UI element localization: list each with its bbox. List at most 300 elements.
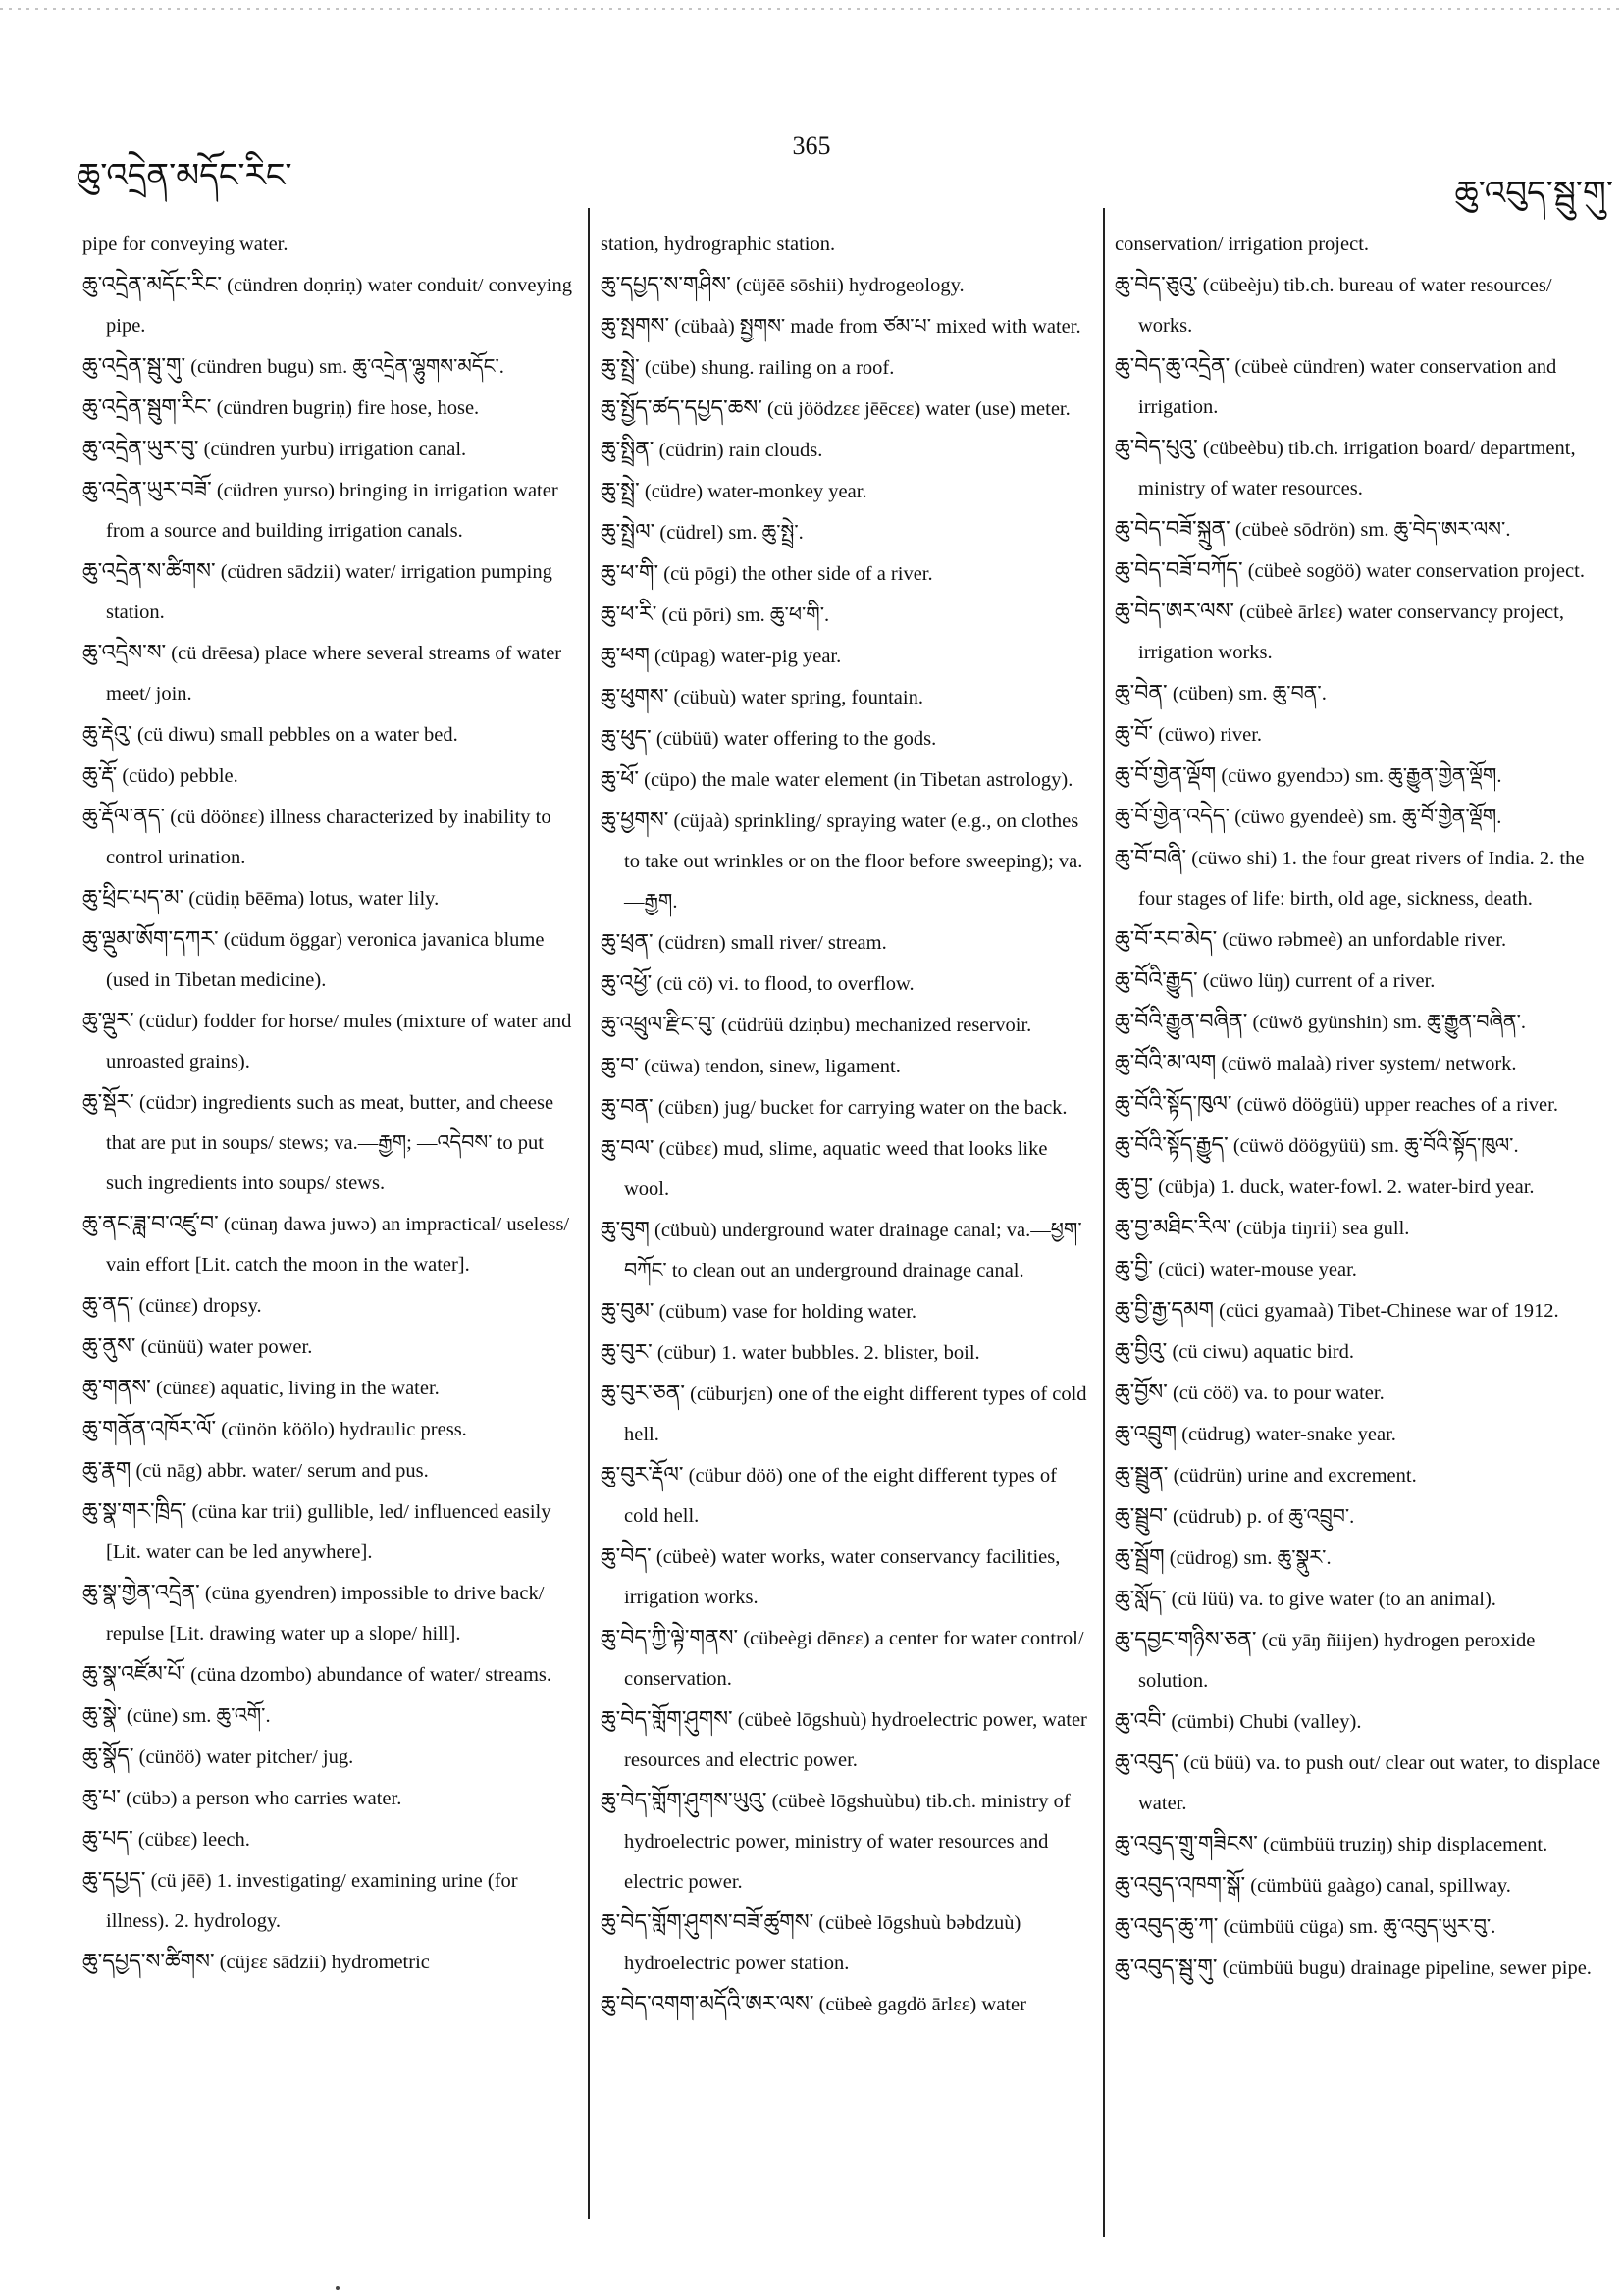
dictionary-entry [82, 1860, 577, 1942]
definition: (cübɛɛ) leech. [132, 1829, 250, 1851]
dictionary-entry [601, 1903, 1087, 1984]
dictionary-entry [82, 1654, 577, 1696]
headword: ཆུ་པད་ [82, 1827, 133, 1852]
definition: (cünɛɛ) aquatic, living in the water. [150, 1378, 440, 1399]
dictionary-entry [82, 1491, 577, 1573]
definition: (cüdum öggar) veronica javanica blume (used in Tibetan medicine). [106, 929, 545, 991]
headword: ཆུ་བུག [601, 1218, 650, 1242]
dictionary-entry [82, 1082, 577, 1204]
definition: (cübe) shung. railing on a roof. [639, 357, 895, 379]
dictionary-entry [1115, 1579, 1605, 1620]
dictionary-entry [601, 964, 1087, 1005]
headword: ཆུ་རྣག [82, 1458, 131, 1483]
definition: (cündren yurbu) irrigation canal. [198, 439, 467, 460]
dictionary-entry [1115, 961, 1605, 1002]
dictionary-entry [601, 1781, 1087, 1903]
headword: ཆུ་བྱི་ [1115, 1257, 1154, 1281]
headword: ཆུ་ཕ་གི་ [601, 561, 659, 586]
dictionary-entry [1115, 1701, 1605, 1743]
dictionary-entry [1115, 1249, 1605, 1290]
definition: (cüwö döögyüü) sm. ཆུ་བོའི་སྟོད་ཁུལ་. [1228, 1135, 1519, 1157]
definition: (cüpo) the male water element (in Tibetan astrology). [639, 769, 1073, 791]
definition: (cüne) sm. ཆུ་འགོ་. [121, 1705, 271, 1727]
dictionary-entry [601, 718, 1087, 759]
dictionary-entry [601, 801, 1087, 922]
definition: (cündren doṇriṇ) water conduit/ conveying pipe. [106, 275, 572, 337]
dictionary-entry [601, 1087, 1087, 1128]
column-2 [601, 224, 1087, 2025]
headword: ཆུ་བྱོས་ [1115, 1381, 1168, 1405]
headword: ཆུ་སྤྲེ་ [601, 355, 640, 380]
definition: (cü diwu) small pebbles on a water bed. [131, 724, 458, 746]
dictionary-entry [1115, 1373, 1605, 1414]
definition: (cübeèbu) tib.ch. irrigation board/ department, ministry of water resources. [1138, 438, 1576, 499]
dictionary-entry [601, 636, 1087, 677]
headword: ཆུ་བེད་ཆུ་འདྲེན་ [1115, 354, 1230, 379]
headword: ཆུ་སྦྲོག [1115, 1545, 1165, 1570]
definition: (cü ciwu) aquatic bird. [1167, 1341, 1354, 1363]
definition: (cübeèju) tib.ch. bureau of water resources/ works. [1138, 275, 1552, 337]
definition: station, hydrographic station. [601, 234, 836, 255]
definition: (cüdre) water-monkey year. [639, 481, 867, 502]
headword: ཆུ་འདྲེས་ས་ [82, 641, 167, 665]
definition: (cübeègi dēnɛɛ) a center for water control/ conservation. [624, 1628, 1084, 1690]
definition: (cü büü) va. to push out/ clear out water, to displace water. [1138, 1752, 1601, 1814]
dictionary-entry [1115, 1824, 1605, 1865]
headword: ཆུ་སྦྲུབ་ [1115, 1504, 1168, 1529]
dictionary-entry [1115, 1084, 1605, 1125]
dictionary-entry [82, 633, 577, 714]
definition: (cüben) sm. ཆུ་བན་. [1167, 683, 1327, 704]
headword: ཆུ་བྱ་མཐིང་རིལ་ [1115, 1216, 1231, 1240]
definition: (cünɛɛ) dropsy. [133, 1295, 262, 1317]
definition: (cüdo) pebble. [117, 765, 238, 787]
dictionary-entry [1115, 1743, 1605, 1824]
definition: (cüwo gyendɔɔ) sm. ཆུ་རྒྱུན་གྱེན་ལྡོག. [1216, 765, 1502, 787]
dictionary-entry [82, 1696, 577, 1737]
headword: ཆུ་དཔྱད་ [82, 1868, 146, 1893]
dictionary-entry [601, 1374, 1087, 1455]
dictionary-entry [82, 346, 577, 388]
headword: ཆུ་བོའི་སྟོད་རྒྱུད་ [1115, 1133, 1229, 1158]
dictionary-entry [82, 551, 577, 633]
definition: (cündren bugu) sm. ཆུ་འདྲེན་ལྷུགས་མདོང་. [185, 356, 504, 378]
dictionary-entry [601, 677, 1087, 718]
dictionary-entry [601, 1005, 1087, 1046]
dictionary-entry [601, 1455, 1087, 1537]
dictionary-entry [1115, 1125, 1605, 1167]
headword: ཆུ་སྤྲེ་ [601, 479, 640, 503]
dictionary-entry [82, 756, 577, 797]
headword: ཆུ་སྤྲིན་ [601, 438, 654, 462]
dictionary-entry [82, 919, 577, 1001]
headword: ཆུ་བལ་ [601, 1136, 654, 1161]
definition: (cübɛn) jug/ bucket for carrying water on the back. [653, 1097, 1068, 1119]
dictionary-entry [601, 1332, 1087, 1374]
definition: (cümbüü cüga) sm. ཆུ་འབུད་ཡུར་བུ་. [1218, 1916, 1496, 1938]
headword: ཆུ་བུར་རྡོལ་ [601, 1463, 684, 1487]
definition: (cünöö) water pitcher/ jug. [133, 1747, 354, 1768]
headword: ཆུ་གནོན་འཁོར་ལོ་ [82, 1417, 217, 1441]
headword: ཆུ་བོ་བཞི་ [1115, 846, 1187, 870]
definition: (cü jēē) 1. investigating/ examining urine (for illness). 2. hydrology. [106, 1870, 518, 1932]
dictionary-entry [1115, 1906, 1605, 1948]
headword: ཆུ་སྡོར་ [82, 1090, 134, 1115]
headword: ཆུ་འབི་ [1115, 1709, 1167, 1734]
headword: ཆུ་བྱ་ [1115, 1174, 1154, 1199]
definition: (cüdiṇ bēēma) lotus, water lily. [183, 888, 440, 910]
headword: ཆུ་རྡོལ་ནད་ [82, 805, 166, 829]
column-3 [1115, 224, 1605, 1989]
definition: (cüdren yurso) bringing in irrigation water from a source and building irrigation canals. [106, 480, 558, 542]
dictionary-entry [1115, 592, 1605, 673]
dictionary-entry [601, 1291, 1087, 1332]
definition: (cübeè lōgshuù) hydroelectric power, water resources and electric power. [624, 1709, 1087, 1771]
headword: ཆུ་བེད་བཟོ་བཀོད་ [1115, 558, 1243, 583]
running-head-left: ཆུ་འདྲེན་མདོང་རིང་ [77, 156, 292, 195]
definition: (cü cöö) va. to pour water. [1167, 1383, 1385, 1404]
dictionary-entry [82, 1204, 577, 1285]
dictionary-entry [1115, 919, 1605, 961]
headword: ཆུ་ནུས་ [82, 1334, 136, 1359]
definition: pipe for conveying water. [82, 234, 288, 255]
dictionary-entry [82, 1368, 577, 1409]
headword: ཆུ་ཕུགས་ [601, 685, 669, 709]
headword: ཆུ་འབྲུག [1115, 1422, 1178, 1446]
definition: (cü pōri) sm. ཆུ་ཕ་གི་. [656, 604, 830, 626]
headword: ཆུ་བེད་ [601, 1544, 652, 1569]
column-1 [82, 224, 577, 1983]
definition: (cübeè lōgshuù bəbdzuù) hydroelectric power station. [624, 1912, 1021, 1974]
dictionary-entry [1115, 1455, 1605, 1496]
headword: ཆུ་སྤྲེལ་ [601, 520, 655, 545]
headword: ཆུ་འདྲེན་མདོང་རིང་ [82, 273, 223, 297]
headword: ཆུ་ནང་ཟླ་བ་འཛུ་བ་ [82, 1212, 219, 1236]
dictionary-entry [1115, 346, 1605, 428]
definition: (cümbüü bugu) drainage pipeline, sewer pipe. [1217, 1957, 1592, 1979]
headword: ཆུ་བེད་གློག་ཤུགས་ཡུའུ་ [601, 1789, 767, 1813]
definition: (cüci gyamaà) Tibet-Chinese war of 1912. [1214, 1300, 1559, 1322]
headword: ཆུ་ཕག [601, 644, 650, 668]
dictionary-entry [1115, 1620, 1605, 1701]
dictionary-entry [601, 265, 1087, 306]
headword: ཆུ་བོ་གྱེན་འདེད་ [1115, 805, 1230, 829]
definition: (cünön köölo) hydraulic press. [216, 1419, 467, 1440]
definition: (cüdrüü dziṇbu) mechanized reservoir. [715, 1015, 1032, 1036]
dictionary-entry [601, 759, 1087, 801]
dictionary-entry [601, 1128, 1087, 1210]
headword: ཆུ་བེད་ཨར་ལས་ [1115, 600, 1235, 624]
column-divider-1 [588, 208, 590, 2219]
definition: (cüwö döögüü) upper reaches of a river. [1231, 1094, 1558, 1116]
headword: ཆུ་བེད་བཟོ་སྐྲུན་ [1115, 517, 1230, 542]
definition: (cüna gyendren) impossible to drive back/ repulse [Lit. drawing water up a slope/ hill]. [106, 1583, 545, 1644]
speck [336, 2286, 340, 2290]
definition: (cüci) water-mouse year. [1153, 1259, 1357, 1280]
dictionary-entry [601, 430, 1087, 471]
dictionary-entry [1115, 838, 1605, 919]
column-divider-2 [1103, 208, 1105, 2237]
headword: ཆུ་སྤྱོད་ཚད་དཔྱད་ཆས་ [601, 396, 762, 421]
dictionary-entry [1115, 1865, 1605, 1906]
definition: (cüdrel) sm. ཆུ་སྤྲེ་. [654, 522, 804, 544]
definition: (cüdrün) urine and excrement. [1168, 1465, 1417, 1487]
headword: ཆུ་ཕོ་ [601, 767, 640, 792]
headword: ཆུ་ལྡུམ་ཨོག་དཀར་ [82, 927, 219, 952]
dictionary-entry [1115, 1043, 1605, 1084]
definition: (cübur) 1. water bubbles. 2. blister, boil. [652, 1342, 980, 1364]
definition: (cüdrug) water-snake year. [1177, 1424, 1396, 1445]
headword: ཆུ་བུར་ [601, 1340, 653, 1365]
dictionary-entry [601, 922, 1087, 964]
definition: conservation/ irrigation project. [1115, 234, 1370, 255]
definition: (cübuù) water spring, fountain. [668, 687, 923, 708]
definition: (cüwa) tendon, sinew, ligament. [639, 1056, 901, 1077]
headword: ཆུ་སྣ་འཛོམ་པོ་ [82, 1662, 186, 1687]
headword: ཆུ་འཕྱོ་ [601, 971, 653, 996]
definition: (cübeè) water works, water conservancy facilities, irrigation works. [624, 1546, 1061, 1608]
definition: (cü drēesa) place where several streams of water meet/ join. [106, 643, 562, 704]
definition: (cüpag) water-pig year. [649, 646, 842, 667]
dictionary-entry [1115, 714, 1605, 756]
definition: (cübɔ) a person who carries water. [121, 1788, 402, 1809]
headword: ཆུ་བོའི་སྟོད་ཁུལ་ [1115, 1092, 1232, 1117]
dictionary-entry [82, 1942, 577, 1983]
dictionary-entry [1115, 1414, 1605, 1455]
dictionary-entry [82, 388, 577, 429]
definition: (cüjaà) sprinkling/ spraying water (e.g., on clothes to take out wrinkles or on the floor before sweeping); va.—རྒྱག. [624, 810, 1083, 913]
headword: ཆུ་པ་ [82, 1786, 122, 1810]
dictionary-entry [601, 471, 1087, 512]
definition: (cüdrub) p. of ཆུ་འབྲུབ་. [1167, 1506, 1355, 1528]
definition: (cüwo) river. [1153, 724, 1263, 746]
dictionary-entry [82, 265, 577, 346]
headword: ཆུ་རྡོ་ [82, 763, 118, 788]
headword: ཆུ་བེད་འགག་མདོའི་ཨར་ལས་ [601, 1992, 814, 2016]
definition: (cü pōgi) the other side of a river. [658, 563, 933, 585]
dictionary-entry [601, 1046, 1087, 1087]
headword: ཆུ་བེད་ཅུའུ་ [1115, 273, 1198, 297]
dictionary-entry [601, 595, 1087, 636]
dictionary-entry [1115, 797, 1605, 838]
dictionary-entry [1115, 1331, 1605, 1373]
dictionary-entry [82, 1737, 577, 1778]
headword: ཆུ་བེད་པུའུ་ [1115, 436, 1198, 460]
headword: ཆུ་འབུད་ [1115, 1750, 1178, 1775]
headword: ཆུ་འབུད་སྦུ་གུ་ [1115, 1956, 1218, 1980]
definition: (cübeè sōdrön) sm. ཆུ་བེད་ཨར་ལས་. [1230, 519, 1511, 541]
definition: (cüdrog) sm. ཆུ་སྣུར་. [1164, 1547, 1332, 1569]
headword: ཆུ་སྤགས་ [601, 314, 670, 339]
headword: ཆུ་འབུད་འཁག་སྒོ་ [1115, 1873, 1246, 1898]
definition: (cü döönɛɛ) illness characterized by inability to control urination. [106, 807, 551, 868]
definition: (cüdrin) rain clouds. [654, 440, 823, 461]
dictionary-entry [601, 224, 1087, 265]
dictionary-entry [82, 714, 577, 756]
definition: (cübeè gagdö ārlɛɛ) water [813, 1994, 1026, 2015]
headword: ཆུ་ལྡུར་ [82, 1009, 134, 1033]
dictionary-entry [82, 470, 577, 551]
dictionary-entry [82, 1327, 577, 1368]
definition: (cübeè cündren) water conservation and irrigation. [1138, 356, 1557, 418]
definition: (cü yāŋ ñiijen) hydrogen peroxide solution. [1138, 1630, 1536, 1692]
dictionary-entry [82, 1409, 577, 1450]
headword: ཆུ་བ་ [601, 1054, 640, 1078]
headword: ཆུ་སྦྲུན་ [1115, 1463, 1169, 1487]
dictionary-entry [1115, 224, 1605, 265]
definition: (cüjēē sōshii) hydrogeology. [730, 275, 965, 296]
headword: ཆུ་འདྲེན་ས་ཚིགས་ [82, 559, 216, 584]
definition: (cü nāg) abbr. water/ serum and pus. [131, 1460, 429, 1482]
headword: ཆུ་བོའི་རྒྱུད་ [1115, 968, 1198, 993]
definition: (cü jöödzɛɛ jēēcɛɛ) water (use) meter. [761, 398, 1071, 420]
definition: (cünaŋ dawa juwə) an impractical/ useless/ vain effort [Lit. catch the moon in the water]. [106, 1214, 570, 1276]
dictionary-entry [601, 389, 1087, 430]
dictionary-entry [82, 1450, 577, 1491]
definition: (cüwö gyünshin) sm. ཆུ་རྒྱུན་བཞིན་. [1247, 1012, 1527, 1033]
headword: ཆུ་བེན་ [1115, 681, 1168, 705]
headword: ཆུ་བེད་ཀྱི་ལྟེ་གནས་ [601, 1626, 739, 1650]
headword: ཆུ་རྡེའུ་ [82, 722, 132, 747]
dictionary-entry [1115, 1290, 1605, 1331]
headword: ཆུ་སློད་ [1115, 1587, 1167, 1611]
dictionary-entry [82, 224, 577, 265]
headword: ཆུ་བེད་གློག་ཤུགས་བཟོ་ཚུགས་ [601, 1910, 814, 1935]
dictionary-entry [601, 1537, 1087, 1618]
headword: ཆུ་འབུད་གྲུ་གཟིངས་ [1115, 1832, 1258, 1856]
headword: ཆུ་བྱིའུ་ [1115, 1339, 1168, 1364]
scan-edge-noise [0, 8, 1623, 10]
headword: ཆུ་བོ་གྱེན་ལྡོག [1115, 763, 1217, 788]
headword: ཆུ་འབུད་ཆུ་ཀ་ [1115, 1914, 1219, 1939]
dictionary-entry [1115, 550, 1605, 592]
headword: ཆུ་བུར་ཅན་ [601, 1382, 685, 1406]
definition: (cüburjɛn) one of the eight different types of cold hell. [624, 1383, 1087, 1445]
definition: (cümbüü gaàgo) canal, spillway. [1245, 1875, 1511, 1897]
definition: (cüwo lüŋ) current of a river. [1197, 970, 1436, 992]
dictionary-entry [82, 1001, 577, 1082]
dictionary-entry [1115, 1538, 1605, 1579]
dictionary-entry [1115, 673, 1605, 714]
headword: ཆུ་ཕྲན་ [601, 930, 654, 955]
definition: (cüdren sādzii) water/ irrigation pumping station. [106, 561, 552, 623]
headword: ཆུ་སྣ་གར་ཁྲིད་ [82, 1499, 187, 1524]
dictionary-entry [82, 1819, 577, 1860]
headword: ཆུ་བོ་ [1115, 722, 1154, 747]
dictionary-entry [82, 1573, 577, 1654]
headword: ཆུ་བེད་གློག་ཤུགས་ [601, 1707, 733, 1732]
definition: (cüjɛɛ sādzii) hydrometric [214, 1952, 430, 1973]
definition: (cübaà) སྤྱགས་ made from ཙམ་པ་ mixed with water. [669, 316, 1081, 338]
headword: ཆུ་ཕུད་ [601, 726, 652, 751]
headword: ཆུ་འཕྲུལ་རྫིང་བུ་ [601, 1013, 716, 1037]
dictionary-entry [1115, 265, 1605, 346]
headword: ཆུ་བོའི་མ་ལག [1115, 1051, 1217, 1075]
headword: ཆུ་འདྲེན་སྦུག་རིང་ [82, 395, 212, 420]
dictionary-entry [601, 347, 1087, 389]
headword: ཆུ་སྣོད་ [82, 1745, 134, 1769]
dictionary-entry [1115, 1208, 1605, 1249]
headword: ཆུ་བོ་རབ་མེད་ [1115, 927, 1218, 952]
definition: (cüna dzombo) abundance of water/ streams. [185, 1664, 552, 1686]
definition: (cümbüü truziŋ) ship displacement. [1257, 1834, 1548, 1855]
definition: (cüwö malaà) river system/ network. [1216, 1053, 1517, 1074]
dictionary-entry [1115, 1002, 1605, 1043]
headword: ཆུ་སྣ་གྱེན་འདྲེན་ [82, 1581, 200, 1605]
dictionary-entry [601, 553, 1087, 595]
headword: ཆུ་དབྱང་གཉིས་ཅན་ [1115, 1628, 1257, 1652]
headword: ཆུ་སྣེ་ [82, 1703, 122, 1728]
dictionary-entry [601, 1618, 1087, 1699]
dictionary-entry [601, 512, 1087, 553]
definition: (cünüü) water power. [135, 1336, 313, 1358]
definition: (cündren bugriṇ) fire hose, hose. [211, 397, 480, 419]
definition: (cübeè ārlɛɛ) water conservancy project, irrigation works. [1138, 601, 1564, 663]
definition: (cümbi) Chubi (valley). [1166, 1711, 1362, 1733]
dictionary-entry [601, 1984, 1087, 2025]
headword: ཆུ་ཕྲིང་པད་མ་ [82, 886, 184, 911]
definition: (cü cö) vi. to flood, to overflow. [652, 973, 915, 995]
dictionary-entry [601, 1699, 1087, 1781]
dictionary-entry [1115, 1496, 1605, 1538]
definition: (cübeè lōgshuùbu) tib.ch. ministry of hydroelectric power, ministry of water resources and electric power. [624, 1791, 1071, 1893]
headword: ཆུ་གནས་ [82, 1376, 151, 1400]
definition: (cüwo shi) 1. the four great rivers of India. 2. the four stages of life: birth, old age, sickness, death. [1138, 848, 1585, 910]
headword: ཆུ་དཔྱད་ས་ཚིགས་ [82, 1950, 215, 1974]
page-number: 365 [792, 131, 831, 160]
dictionary-entry [601, 1210, 1087, 1291]
definition: (cü lüü) va. to give water (to an animal). [1166, 1589, 1496, 1610]
dictionary-entry [82, 1285, 577, 1327]
definition: (cübüü) water offering to the gods. [651, 728, 937, 750]
headword: ཆུ་འདྲེན་ཡུར་བཟོ་ [82, 478, 212, 502]
dictionary-entry [82, 797, 577, 878]
headword: ཆུ་དཔྱད་ས་གཤིས་ [601, 273, 731, 297]
headword: ཆུ་ཕ་རི་ [601, 602, 657, 627]
definition: (cüdur) fodder for horse/ mules (mixture of water and unroasted grains). [106, 1011, 572, 1072]
headword: ཆུ་བྱི་རྒྱ་དམག [1115, 1298, 1215, 1323]
running-head-right: ཆུ་འབུད་སྦུ་གུ་ [1454, 174, 1613, 213]
definition: (cüdrɛn) small river/ stream. [653, 932, 887, 954]
definition: (cübeè sogöö) water conservation project. [1242, 560, 1585, 582]
headword: ཆུ་འདྲེན་ཡུར་བུ་ [82, 437, 199, 461]
headword: ཆུ་འདྲེན་སྦུ་གུ་ [82, 354, 186, 379]
dictionary-entry [82, 429, 577, 470]
headword: ཆུ་བུམ་ [601, 1299, 654, 1324]
definition: (cübɛɛ) mud, slime, aquatic weed that looks like wool. [624, 1138, 1048, 1200]
dictionary-entry [82, 1778, 577, 1819]
dictionary-entry [1115, 1167, 1605, 1208]
definition: (cübja tiŋrii) sea gull. [1230, 1218, 1410, 1239]
definition: (cüna kar trii) gullible, led/ influenced easily [Lit. water can be led anywhere]. [106, 1501, 551, 1563]
definition: (cübur döö) one of the eight different types of cold hell. [624, 1465, 1057, 1527]
definition: (cüwo gyendeè) sm. ཆུ་བོ་གྱེན་ལྡོག. [1230, 807, 1502, 828]
definition: (cübja) 1. duck, water-fowl. 2. water-bird year. [1153, 1176, 1535, 1198]
dictionary-entry [1115, 1948, 1605, 1989]
headword: ཆུ་བན་ [601, 1095, 654, 1120]
headword: ཆུ་ཕྱགས་ [601, 809, 669, 833]
dictionary-entry [601, 306, 1087, 347]
headword: ཆུ་ནད་ [82, 1293, 134, 1318]
definition: (cüwo rəbmeè) an unfordable river. [1217, 929, 1507, 951]
dictionary-entry [1115, 756, 1605, 797]
definition: (cübum) vase for holding water. [654, 1301, 917, 1323]
definition: (cübuù) underground water drainage canal; va.—ཕྱག་བཀོང་ to clean out an underground drainage canal. [624, 1220, 1082, 1281]
dictionary-entry [1115, 428, 1605, 509]
dictionary-entry [1115, 509, 1605, 550]
dictionary-entry [82, 878, 577, 919]
headword: ཆུ་བོའི་རྒྱུན་བཞིན་ [1115, 1010, 1248, 1034]
